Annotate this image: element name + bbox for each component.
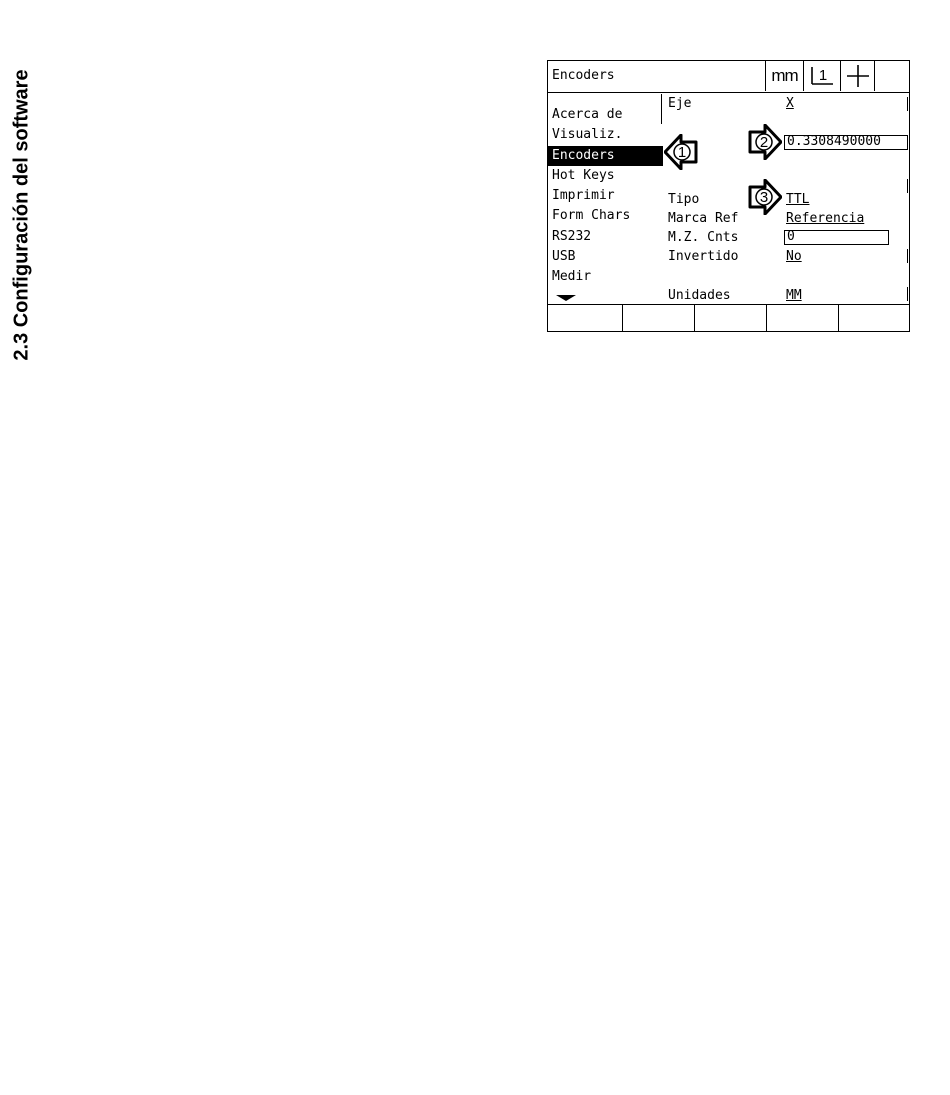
softkey-5[interactable] xyxy=(838,305,909,331)
section-heading-container xyxy=(0,0,44,430)
menu-item-usb[interactable]: USB xyxy=(552,249,576,265)
menu-item-imprimir[interactable]: Imprimir xyxy=(552,188,615,204)
edge-tick xyxy=(907,179,908,193)
edge-tick xyxy=(907,97,908,111)
softkey-1[interactable] xyxy=(548,305,622,331)
menu-item-hotkeys[interactable]: Hot Keys xyxy=(552,167,615,183)
invertido-label: Invertido xyxy=(668,249,739,264)
eje-label: Eje xyxy=(668,96,692,111)
menu-item-medir[interactable]: Medir xyxy=(552,269,592,285)
callout-2 xyxy=(748,124,782,160)
mz-cnts-field[interactable]: 0 xyxy=(784,230,889,245)
crosshair-indicator[interactable] xyxy=(840,61,874,91)
menu-item-formchars[interactable]: Form Chars xyxy=(552,208,631,224)
datum-indicator[interactable] xyxy=(803,61,840,91)
unit-indicator[interactable] xyxy=(765,61,803,91)
softkey-3[interactable] xyxy=(694,305,766,331)
callout-2-number: 2 xyxy=(759,134,769,151)
eje-value[interactable]: X xyxy=(786,96,794,111)
marca-ref-label: Marca Ref xyxy=(668,211,739,226)
edge-tick xyxy=(907,249,908,263)
callout-3 xyxy=(748,179,782,215)
section-heading: 2.3 Configuración del software xyxy=(10,69,33,361)
menu-item-rs232[interactable]: RS232 xyxy=(552,228,592,244)
menu-item-acerca[interactable]: Acerca de xyxy=(552,107,623,122)
setup-menu xyxy=(548,105,663,301)
unit-label: mm xyxy=(771,66,798,85)
datum-number: 1 xyxy=(818,67,828,84)
lcd-screen xyxy=(547,60,910,332)
softkey-bar xyxy=(548,304,909,331)
mz-cnts-label: M.Z. Cnts xyxy=(668,230,739,245)
callout-3-number: 3 xyxy=(759,189,769,206)
resolution-field[interactable]: 0.3308490000 xyxy=(784,135,908,150)
menu-item-visualiz[interactable]: Visualiz. xyxy=(552,127,623,143)
softkey-2[interactable] xyxy=(622,305,694,331)
menu-item-encoders[interactable]: Encoders xyxy=(548,146,663,166)
edge-tick xyxy=(907,287,908,301)
unidades-label: Unidades xyxy=(668,288,731,303)
tipo-label: Tipo xyxy=(668,192,700,207)
callout-1 xyxy=(664,134,698,170)
tipo-value[interactable]: TTL xyxy=(786,192,810,207)
callout-1-number: 1 xyxy=(677,144,687,161)
status-cell-empty xyxy=(874,61,909,91)
screen-title: Encoders xyxy=(552,68,615,83)
crosshair-icon xyxy=(846,64,870,88)
scroll-down-icon[interactable] xyxy=(556,295,576,301)
unidades-value[interactable]: MM xyxy=(786,288,802,303)
marca-ref-value[interactable]: Referencia xyxy=(786,211,865,226)
invertido-value[interactable]: No xyxy=(786,249,802,264)
datum-icon xyxy=(809,65,835,87)
title-bar xyxy=(548,61,909,93)
softkey-4[interactable] xyxy=(766,305,838,331)
